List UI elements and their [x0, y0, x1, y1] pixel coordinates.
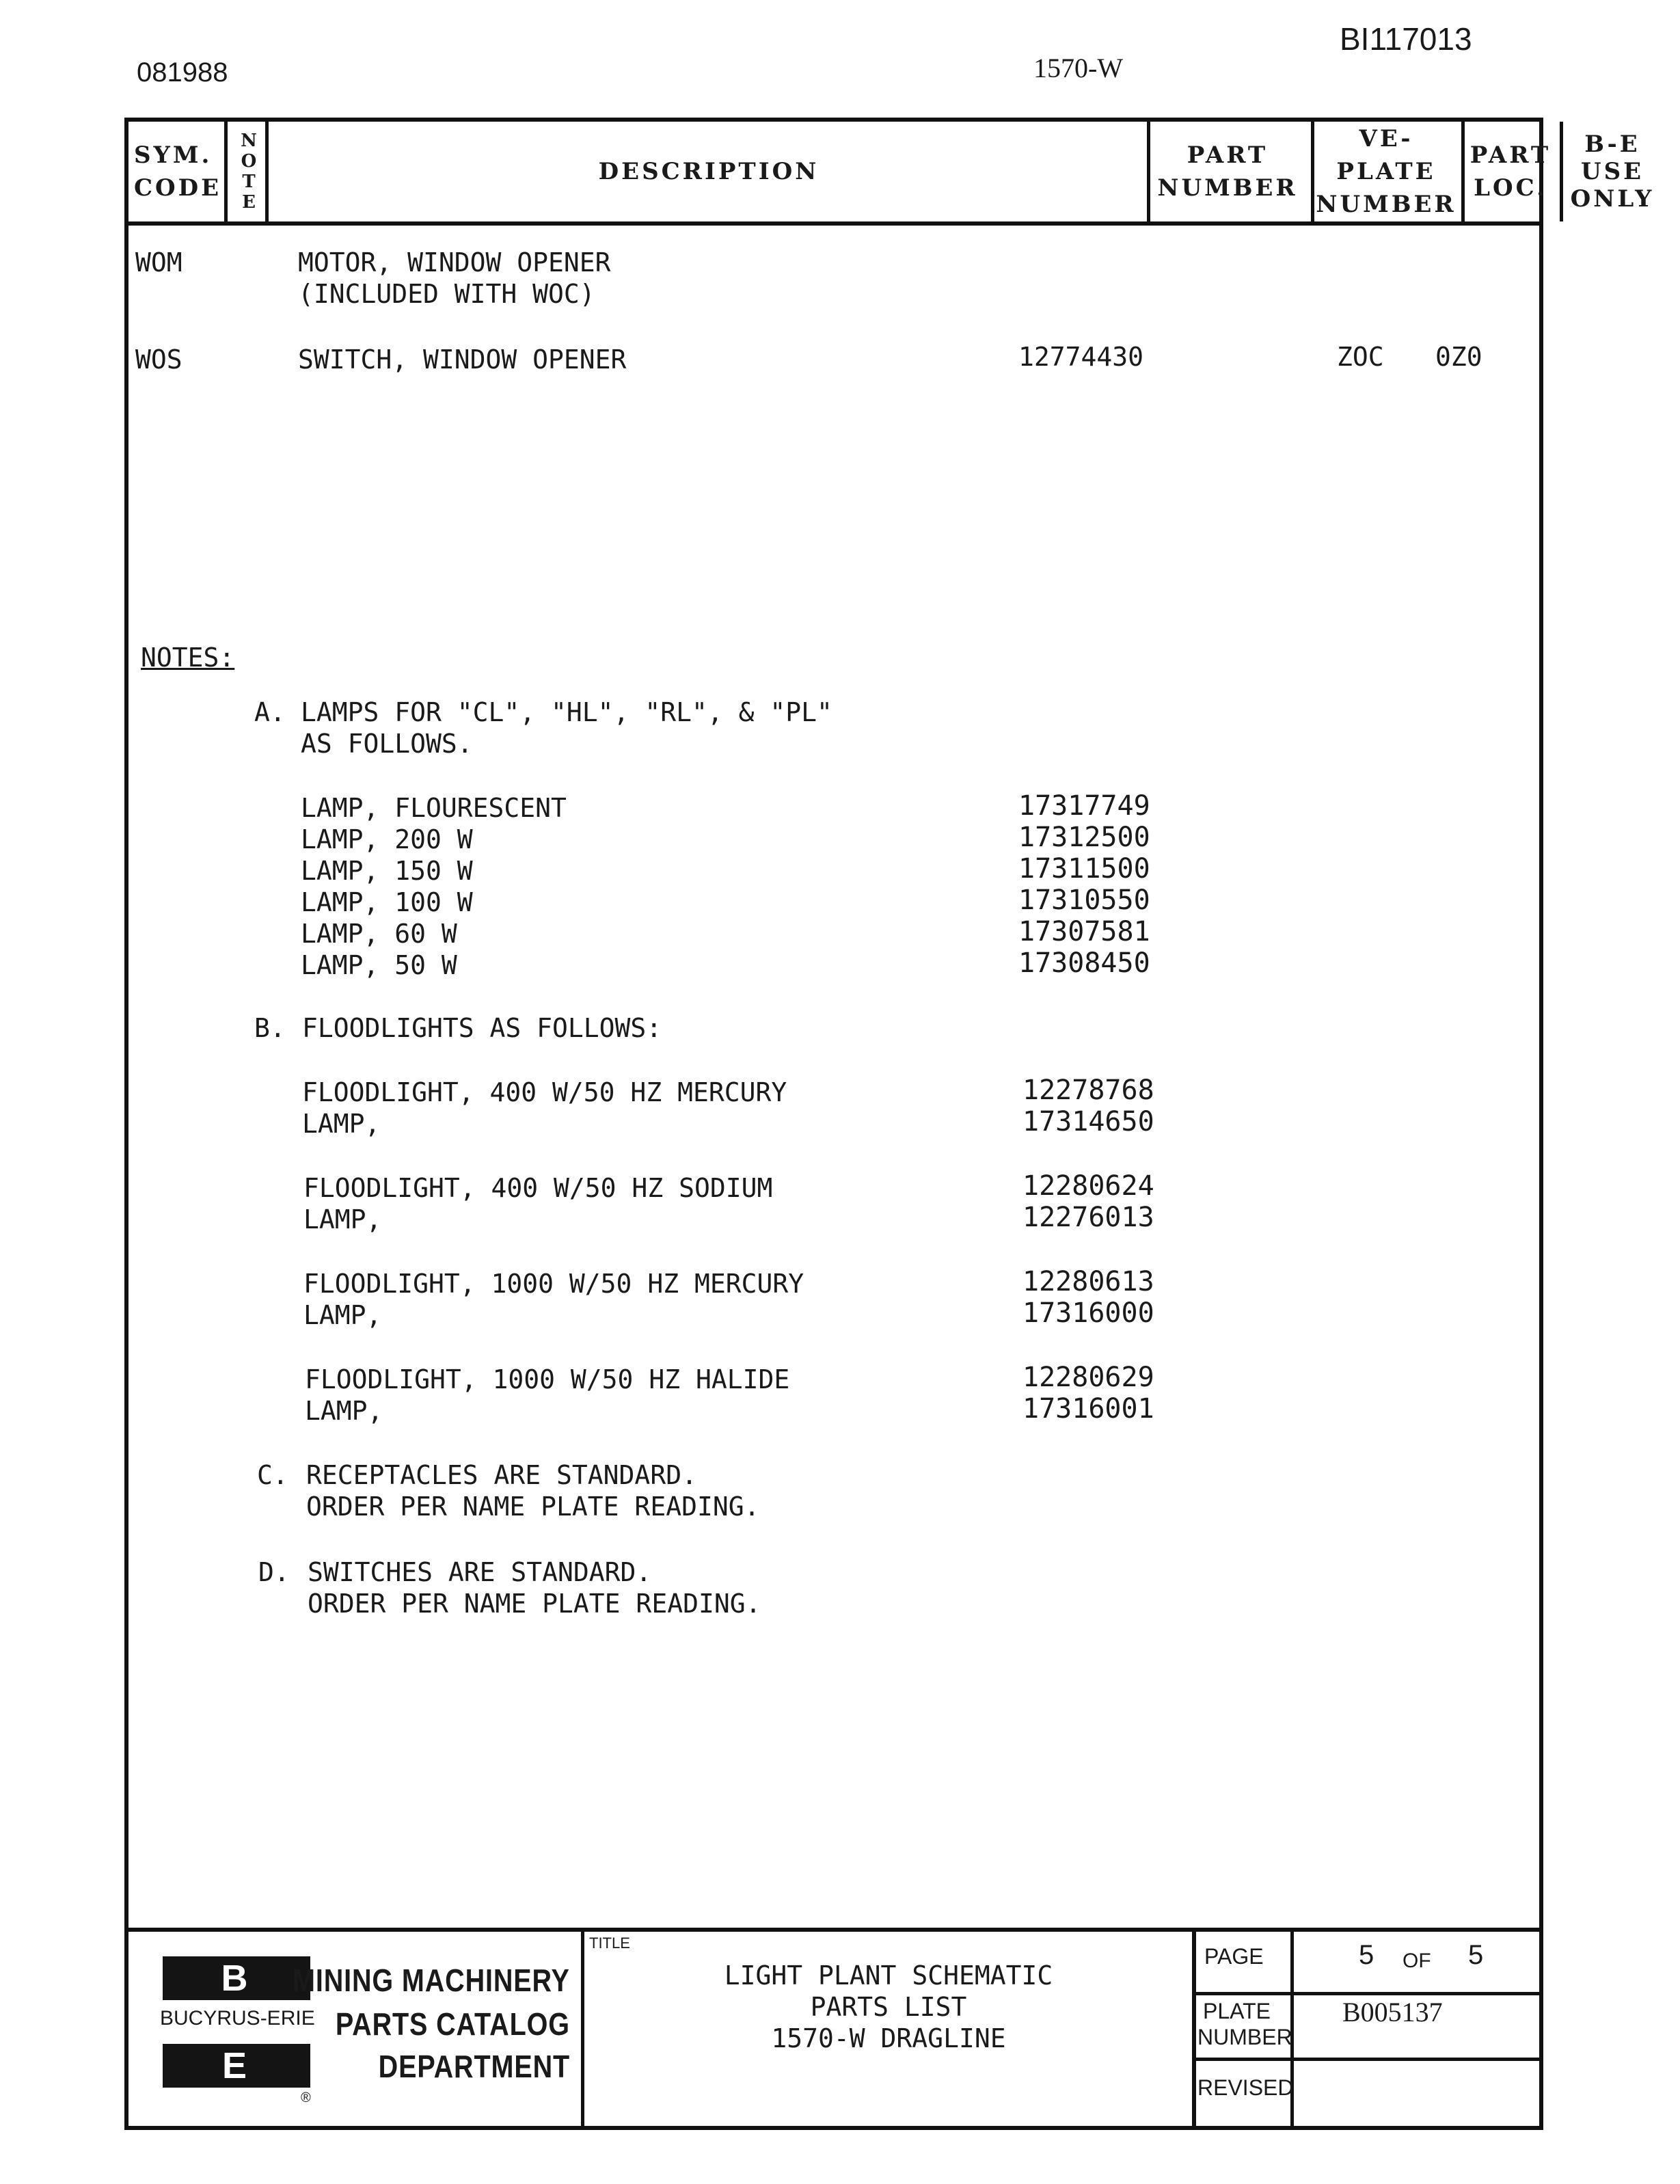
document-title-line: 1570-W DRAGLINE — [771, 2023, 1006, 2053]
date-code: 081988 — [137, 57, 228, 87]
header-part-location — [1463, 122, 1558, 221]
column-divider — [265, 122, 269, 221]
lamp-part-number: 12276013 — [1022, 1202, 1154, 1233]
lamp-description: LAMP, 200 W — [301, 824, 473, 854]
lamp-part-number: 17317749 — [1018, 790, 1150, 822]
note-letter: C. — [257, 1460, 288, 1490]
department-line: PARTS CATALOG — [335, 2006, 570, 2042]
row-part-location: ZOC — [1337, 342, 1384, 372]
header-be-use-only — [1561, 122, 1664, 221]
floodlight-description: FLOODLIGHT, 1000 W/50 HZ MERCURY — [303, 1269, 804, 1299]
document-title-line: PARTS LIST — [810, 1992, 967, 2022]
header-description: DESCRIPTION — [598, 158, 819, 185]
column-divider — [1147, 122, 1150, 221]
title-block-divider — [1192, 2058, 1539, 2061]
lamp-description: LAMP, 100 W — [301, 887, 473, 917]
document-id: BI117013 — [1340, 21, 1472, 57]
note-text: FLOODLIGHTS AS FOLLOWS: — [302, 1013, 662, 1043]
floodlight-part-number: 12280613 — [1022, 1266, 1154, 1297]
bucyrus-erie-logo-top — [163, 1956, 310, 2000]
company-name: BUCYRUS-ERIE — [160, 2007, 315, 2030]
header-loc-label: LOC. — [1474, 174, 1547, 202]
note-text: AS FOLLOWS. — [301, 729, 473, 759]
page-label: PAGE — [1204, 1944, 1264, 1969]
lamp-part-number: 17307581 — [1018, 916, 1150, 947]
column-divider — [1560, 122, 1563, 221]
title-block-divider — [128, 1928, 1539, 1932]
lamp-part-number: 17316000 — [1022, 1297, 1154, 1329]
header-part-number — [1147, 122, 1308, 221]
header-ve-plate-number — [1312, 122, 1460, 221]
header-note-letter: T — [242, 172, 256, 192]
column-divider — [224, 122, 228, 221]
plate-number: B005137 — [1342, 1997, 1443, 2027]
header-note-letter: E — [242, 192, 256, 213]
lamp-description: LAMP, — [302, 1109, 381, 1139]
title-block-divider — [1192, 1992, 1539, 1995]
header-sym-code — [128, 122, 232, 221]
note-text: RECEPTACLES ARE STANDARD. — [306, 1460, 697, 1490]
row-description: SWITCH, WINDOW OPENER — [298, 345, 627, 375]
note-text: ORDER PER NAME PLATE READING. — [308, 1589, 761, 1619]
row-description: MOTOR, WINDOW OPENER — [298, 247, 611, 278]
header-number-label: NUMBER — [1157, 174, 1298, 202]
floodlight-description: FLOODLIGHT, 1000 W/50 HZ HALIDE — [305, 1364, 790, 1394]
note-letter: D. — [258, 1557, 290, 1587]
lamp-part-number: 17308450 — [1018, 947, 1150, 979]
model-reference: 1570-W — [1033, 53, 1124, 83]
bucyrus-erie-logo-bottom — [163, 2044, 310, 2088]
plate-number-label: NUMBER — [1197, 2025, 1292, 2049]
lamp-description: LAMP, 60 W — [301, 919, 457, 949]
row-sym-code: WOS — [135, 345, 182, 375]
header-part-label: PART — [1469, 141, 1552, 169]
header-part-label: PART — [1187, 141, 1269, 169]
notes-heading: NOTES: — [141, 643, 235, 673]
header-code-label: CODE — [134, 174, 222, 202]
department-line: MINING MACHINERY — [293, 1963, 570, 1998]
header-note-letter: O — [241, 151, 257, 172]
department-line: DEPARTMENT — [378, 2049, 570, 2084]
note-text: ORDER PER NAME PLATE READING. — [306, 1492, 760, 1522]
lamp-description: LAMP, — [303, 1300, 382, 1330]
logo-letter-b: B — [221, 1958, 252, 1999]
title-block-divider — [581, 1932, 584, 2126]
revised-label: REVISED — [1197, 2075, 1294, 2100]
page-total: 5 — [1468, 1940, 1484, 1970]
row-description: (INCLUDED WITH WOC) — [298, 279, 595, 309]
page-of-label: OF — [1403, 1950, 1431, 1972]
header-only-label: ONLY — [1570, 185, 1655, 213]
lamp-part-number: 17312500 — [1018, 822, 1150, 853]
floodlight-part-number: 12280629 — [1022, 1362, 1154, 1393]
header-number-label: NUMBER — [1316, 191, 1457, 218]
lamp-part-number: 17311500 — [1018, 853, 1150, 885]
lamp-description: LAMP, FLOURESCENT — [301, 793, 567, 823]
header-sym-label: SYM. — [134, 141, 213, 169]
floodlight-part-number: 12280624 — [1022, 1170, 1154, 1202]
note-text: SWITCHES ARE STANDARD. — [308, 1557, 652, 1587]
note-letter: A. — [254, 697, 286, 727]
title-label: TITLE — [589, 1934, 630, 1952]
plate-label: PLATE — [1203, 1999, 1271, 2023]
lamp-part-number: 17316001 — [1022, 1393, 1154, 1425]
document-title-line: LIGHT PLANT SCHEMATIC — [724, 1960, 1053, 1991]
row-part-number: 12774430 — [1018, 342, 1144, 372]
header-note-letter: N — [241, 131, 257, 151]
page-number: 5 — [1359, 1940, 1374, 1970]
header-use-label: USE — [1580, 158, 1644, 185]
logo-letter-e: E — [221, 2045, 252, 2086]
lamp-description: LAMP, 150 W — [301, 856, 473, 886]
registered-mark: ® — [301, 2090, 311, 2105]
note-letter: B. — [254, 1013, 286, 1043]
floodlight-description: FLOODLIGHT, 400 W/50 HZ SODIUM — [303, 1173, 773, 1203]
note-text: LAMPS FOR "CL", "HL", "RL", & "PL" — [301, 697, 832, 727]
lamp-description: LAMP, 50 W — [301, 950, 457, 980]
lamp-part-number: 17310550 — [1018, 885, 1150, 916]
table-header — [128, 122, 1655, 226]
lamp-part-number: 17314650 — [1022, 1106, 1154, 1137]
header-be-label: B-E — [1584, 131, 1640, 158]
floodlight-description: FLOODLIGHT, 400 W/50 HZ MERCURY — [302, 1077, 787, 1107]
row-sym-code: WOM — [135, 247, 182, 278]
title-block-divider — [1192, 1932, 1196, 2126]
header-note — [232, 122, 265, 221]
column-divider — [1461, 122, 1465, 221]
header-ve-plate-label: VE-PLATE — [1336, 125, 1436, 185]
lamp-description: LAMP, — [303, 1204, 382, 1235]
lamp-description: LAMP, — [305, 1396, 383, 1426]
row-be-use: 0Z0 — [1435, 342, 1482, 372]
column-divider — [1311, 122, 1314, 221]
floodlight-part-number: 12278768 — [1022, 1075, 1154, 1106]
